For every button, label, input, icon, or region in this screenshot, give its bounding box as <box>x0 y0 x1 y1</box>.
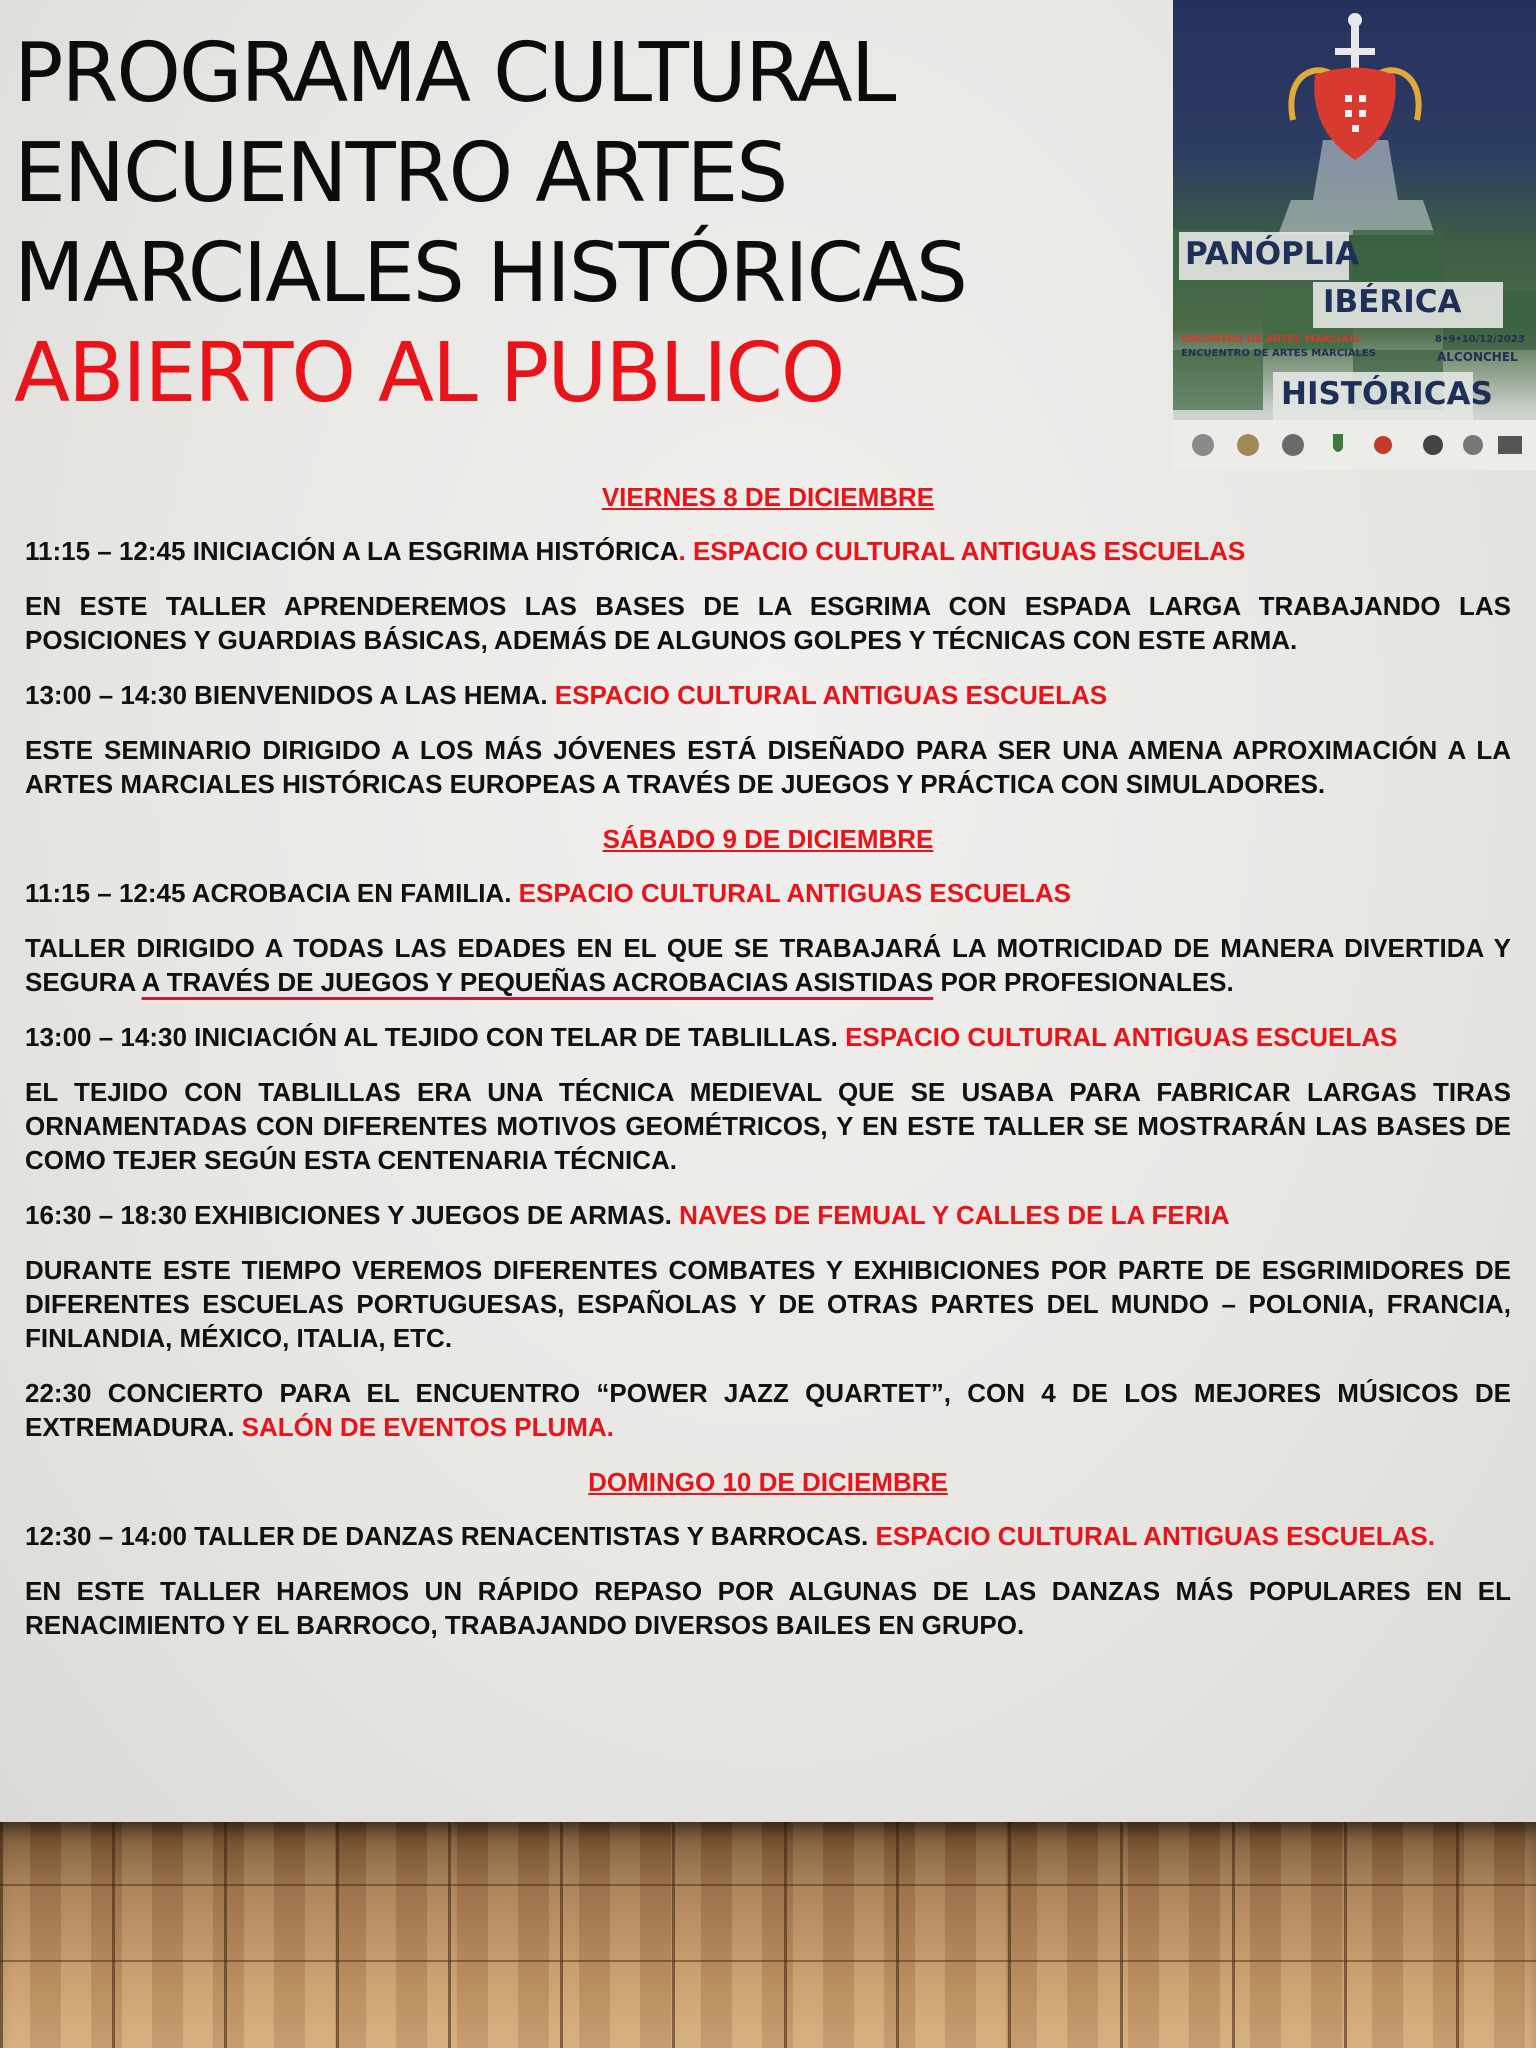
poster-subtitle-pt: ENCONTRO DE ARTES MARCIAIS <box>1181 334 1360 345</box>
event-weapon-exhibitions <box>25 1198 1511 1232</box>
event-tablet-weaving <box>25 1020 1511 1054</box>
event-location: ESPACIO CULTURAL ANTIGUAS ESCUELAS <box>554 680 1108 710</box>
day-heading-friday: VIERNES 8 DE DICIEMBRE <box>601 482 935 512</box>
day-heading-sunday: DOMINGO 10 DE DICIEMBRE <box>588 1467 948 1497</box>
poster-subtitle-es: ENCUENTRO DE ARTES MARCIALES <box>1181 348 1376 359</box>
event-time-title: 13:00 – 14:30 INICIACIÓN AL TEJIDO CON TELAR DE TABLILLAS. <box>25 1022 846 1052</box>
title-line-3: MARCIALES HISTÓRICAS <box>14 226 966 321</box>
event-description-part-a: TALLER DIRIGIDO A TODAS LAS EDADES EN EL QUE SE TRABAJARÁ LA MOTRICIDAD DE MANERA DIVERTIDA Y SEGURA <box>25 933 1511 997</box>
event-jazz-concert <box>25 1376 1511 1444</box>
program-content <box>25 480 1511 1663</box>
wood-floor-decoration <box>0 1822 1536 2048</box>
event-location: NAVES DE FEMUAL Y CALLES DE LA FERIA <box>679 1200 1230 1230</box>
poster-town: ALCONCHEL <box>1437 350 1518 364</box>
event-time-title: 16:30 – 18:30 EXHIBICIONES Y JUEGOS DE ARMAS. <box>25 1200 680 1230</box>
poster-word-iberica: IBÉRICA <box>1323 284 1462 320</box>
event-location: ESPACIO CULTURAL ANTIGUAS ESCUELAS. <box>875 1521 1435 1551</box>
event-description: EL TEJIDO CON TABLILLAS ERA UNA TÉCNICA MEDIEVAL QUE SE USABA PARA FABRICAR LARGAS TIRAS ORNAMENTADAS CON DIFERENTES MOTIVOS GEOMÉTRICOS, Y EN ESTE TALLER SE MOSTRARÁN LAS BASES DE COMO TEJER SEGÚN ESTA CENTENARIA TÉCNICA. <box>25 1077 1511 1175</box>
title-line-2: ENCUENTRO ARTES <box>14 126 787 221</box>
event-location: ESPACIO CULTURAL ANTIGUAS ESCUELAS <box>845 1022 1398 1052</box>
day-heading-saturday: SÁBADO 9 DE DICIEMBRE <box>602 824 934 854</box>
event-description: ESTE SEMINARIO DIRIGIDO A LOS MÁS JÓVENES ESTÁ DISEÑADO PARA SER UNA AMENA APROXIMACIÓN A LA ARTES MARCIALES HISTÓRICAS EUROPEAS A TRAVÉS DE JUEGOS Y PRÁCTICA CON SIMULADORES. <box>25 735 1511 799</box>
poster-word-historicas: HISTÓRICAS <box>1281 376 1493 412</box>
event-time-title: 22:30 CONCIERTO PARA EL ENCUENTRO “POWER JAZZ QUARTET”, CON 4 DE LOS MEJORES MÚSICOS DE EXTREMADURA. <box>25 1378 1511 1442</box>
event-hema-welcome <box>25 678 1511 712</box>
event-renaissance-dances <box>25 1519 1511 1553</box>
title-line-open-public: ABIERTO AL PUBLICO <box>14 326 844 421</box>
event-time-title: 11:15 – 12:45 INICIACIÓN A LA ESGRIMA HISTÓRICA <box>25 536 679 566</box>
poster-word-panoplia: PANÓPLIA <box>1185 236 1360 272</box>
page-title <box>14 24 1164 424</box>
event-time-title: 11:15 – 12:45 ACROBACIA EN FAMILIA. <box>25 878 519 908</box>
event-time-title: 13:00 – 14:30 BIENVENIDOS A LAS HEMA. <box>25 680 555 710</box>
event-fencing-intro <box>25 534 1511 568</box>
event-location: . ESPACIO CULTURAL ANTIGUAS ESCUELAS <box>678 536 1246 566</box>
poster-dates: 8•9•10/12/2023 <box>1435 334 1525 345</box>
event-description <box>25 931 1511 999</box>
event-description: EN ESTE TALLER APRENDEREMOS LAS BASES DE LA ESGRIMA CON ESPADA LARGA TRABAJANDO LAS POSICIONES Y GUARDIAS BÁSICAS, ADEMÁS DE ALGUNOS GOLPES Y TÉCNICAS CON ESTE ARMA. <box>25 591 1511 655</box>
event-location: SALÓN DE EVENTOS PLUMA. <box>241 1412 614 1442</box>
event-time-title: 12:30 – 14:00 TALLER DE DANZAS RENACENTISTAS Y BARROCAS. <box>25 1521 876 1551</box>
event-family-acrobatics <box>25 876 1511 910</box>
title-line-1: PROGRAMA CULTURAL <box>14 26 895 121</box>
event-description: EN ESTE TALLER HAREMOS UN RÁPIDO REPASO POR ALGUNAS DE LAS DANZAS MÁS POPULARES EN EL RENACIMIENTO Y EL BARROCO, TRABAJANDO DIVERSOS BAILES EN GRUPO. <box>25 1576 1511 1640</box>
event-location: ESPACIO CULTURAL ANTIGUAS ESCUELAS <box>518 878 1071 908</box>
event-description-part-c: POR PROFESIONALES. <box>933 967 1234 997</box>
event-description: DURANTE ESTE TIEMPO VEREMOS DIFERENTES COMBATES Y EXHIBICIONES POR PARTE DE ESGRIMIDORES DE DIFERENTES ESCUELAS PORTUGUESAS, ESPAÑOLAS Y DE OTRAS PARTES DEL MUNDO – POLONIA, FRANCIA, FINLANDIA, MÉXICO, ITALIA, ETC. <box>25 1255 1511 1353</box>
event-description-highlight: A TRAVÉS DE JUEGOS Y PEQUEÑAS ACROBACIAS ASISTIDAS <box>141 967 934 997</box>
event-poster <box>1173 0 1536 470</box>
